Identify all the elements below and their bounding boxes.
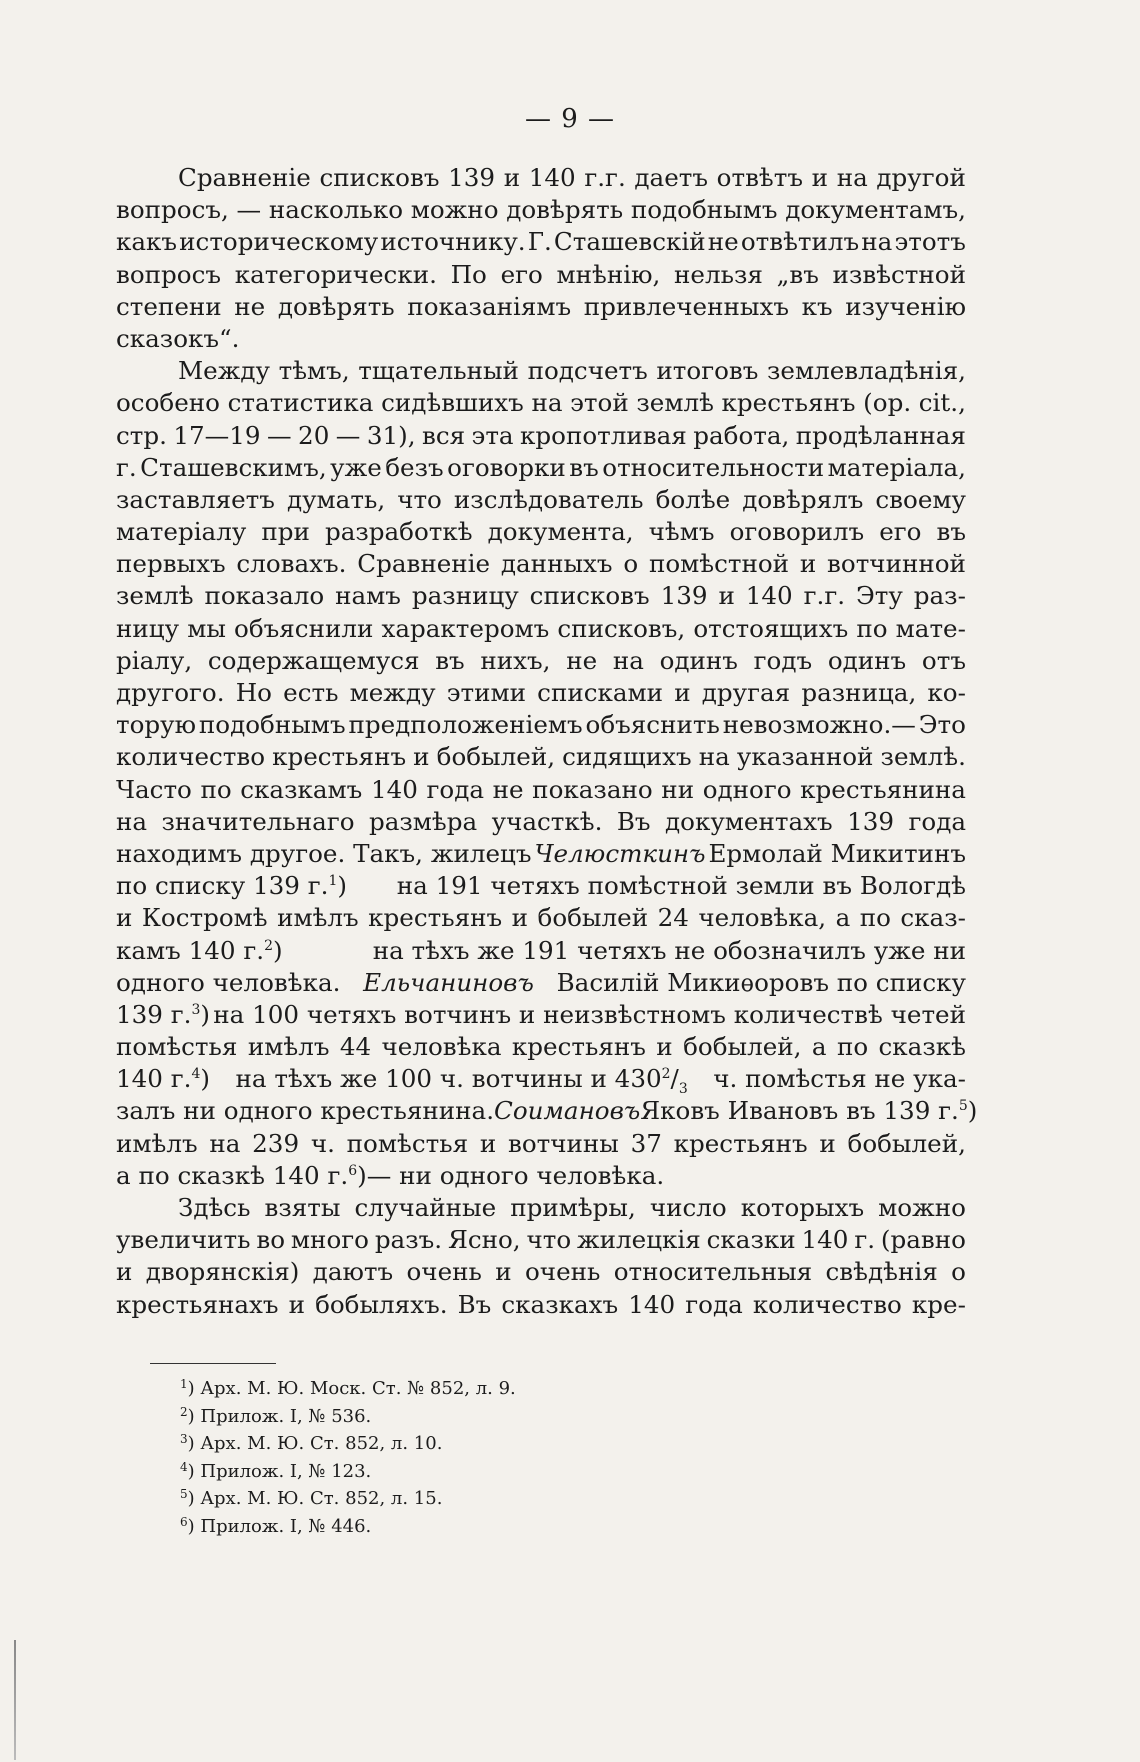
fraction-slash: / bbox=[670, 1064, 679, 1094]
text-line bbox=[116, 1160, 966, 1192]
line-segment: на тѣхъ же 100 ч. вотчины и $430^2/_3$ bbox=[235, 1064, 688, 1098]
text-line: г. Сташевскимъ, уже безъ оговорки въ относительности матеріала, bbox=[116, 452, 966, 482]
text-line: имѣлъ на 239 ч. помѣстья и вотчины 37 крестьянъ и бобылей, bbox=[116, 1128, 966, 1158]
line-segment: 139 г.$^3$) bbox=[116, 999, 210, 1029]
footnote-ref: 1 bbox=[328, 873, 338, 890]
footnotes bbox=[180, 1375, 516, 1540]
text-line: какъ историческому источнику. Г. Сташевскій не отвѣтилъ на этотъ bbox=[116, 227, 966, 257]
line-segment: на тѣхъ же 191 четяхъ не обозначилъ уже ни bbox=[372, 935, 966, 965]
line-segment: находимъ другое. Такъ, жилецъ bbox=[116, 838, 532, 868]
text-line: крестьянахъ и бобыляхъ. Въ сказкахъ 140 года количество кре- bbox=[116, 1289, 966, 1319]
footnote-separator bbox=[150, 1363, 276, 1364]
text-line: помѣстья имѣлъ 44 человѣка крестьянъ и бобылей, а по сказкѣ bbox=[116, 1032, 966, 1062]
text-line: заставляетъ думать, что изслѣдователь болѣе довѣрялъ своему bbox=[116, 484, 966, 514]
text-line: и дворянскія) даютъ очень и очень относительныя свѣдѣнія о bbox=[116, 1257, 966, 1287]
footnote-ref: 6 bbox=[348, 1162, 358, 1179]
text-line: ницу мы объяснили характеромъ списковъ, отстоящихъ по мате- bbox=[116, 613, 966, 643]
line-segment: Василій Микиѳоровъ по списку bbox=[556, 967, 966, 997]
footnote-ref: 4 bbox=[191, 1066, 201, 1083]
text-line: Часто по сказкамъ 140 года не показано ни одного крестьянина bbox=[116, 774, 966, 804]
line-segment: по списку 139 г.$^1$) bbox=[116, 871, 348, 901]
text-line: количество крестьянъ и бобылей, сидящихъ на указанной землѣ. bbox=[116, 742, 966, 772]
text-line: торую подобнымъ предположеніемъ объяснить невозможно.— Это bbox=[116, 710, 966, 740]
text-line: вопросъ, — насколько можно довѣрять подобнымъ документамъ, bbox=[116, 195, 966, 225]
text-line: Сравненіе списковъ 139 и 140 г.г. даетъ отвѣтъ и на другой bbox=[178, 163, 966, 192]
text-line bbox=[116, 870, 966, 902]
scan-margin-mark bbox=[14, 1640, 16, 1760]
text-line bbox=[116, 1063, 966, 1098]
person-name: Челюсткинъ bbox=[534, 838, 706, 868]
text-line: первыхъ словахъ. Сравненіе данныхъ о помѣстной и вотчинной bbox=[116, 549, 966, 579]
line-segment: 140 г.$^4$) bbox=[116, 1064, 210, 1094]
text-line bbox=[116, 935, 966, 967]
line-segment: Яковъ Ивановъ въ 139 г.$^5$) bbox=[640, 1096, 978, 1126]
footnote: $^3$) Арх. М. Ю. Ст. 852, л. 10. bbox=[180, 1432, 443, 1454]
page-number: — 9 — bbox=[524, 104, 616, 134]
line-segment: залъ ни одного крестьянина. bbox=[116, 1096, 495, 1126]
text-line bbox=[116, 1095, 978, 1127]
footnote: $^6$) Прилож. I, № 446. bbox=[180, 1514, 372, 1537]
footnote-ref: 3 bbox=[191, 1001, 201, 1018]
line-segment: на 100 четяхъ вотчинъ и неизвѣстномъ количествѣ четей bbox=[213, 999, 966, 1029]
footnote: $^4$) Прилож. I, № 123. bbox=[180, 1459, 372, 1482]
person-name: Соимановъ bbox=[494, 1096, 641, 1126]
text-line bbox=[116, 967, 966, 999]
person-name: Ельчаниновъ bbox=[363, 967, 534, 997]
text-line: увеличить во много разъ. Ясно, что жилецкія сказки 140 г. (равно bbox=[116, 1225, 966, 1255]
line-segment: ч. помѣстья не ука- bbox=[713, 1064, 966, 1094]
text-line: и Костромѣ имѣлъ крестьянъ и бобылей 24 человѣка, а по сказ- bbox=[116, 903, 966, 933]
fraction-numerator: 2 bbox=[661, 1066, 671, 1083]
text-line: на значительнаго размѣра участкѣ. Въ документахъ 139 года bbox=[116, 806, 966, 836]
text-line bbox=[116, 999, 966, 1031]
text-line: особено статистика сидѣвшихъ на этой землѣ крестьянъ (op. cit., bbox=[116, 388, 966, 418]
text-line: сказокъ“. bbox=[116, 323, 240, 353]
footnote: $^1$) Арх. М. Ю. Моск. Ст. № 852, л. 9. bbox=[180, 1377, 516, 1399]
line-segment: на 191 четяхъ помѣстной земли въ Вологдѣ bbox=[396, 871, 966, 901]
footnote-ref: 5 bbox=[958, 1098, 968, 1115]
line-segment: одного человѣка. bbox=[116, 967, 341, 997]
line-segment: камъ 140 г.$^2$) bbox=[116, 935, 283, 965]
text-line: стр. 17—19 — 20 — 31), вся эта кропотливая работа, продѣланная bbox=[116, 420, 966, 450]
fraction-denominator: 3 bbox=[678, 1081, 688, 1098]
footnote: $^2$) Прилож. I, № 536. bbox=[180, 1404, 372, 1427]
text-line: вопросъ категорически. По его мнѣнію, нельзя „въ извѣстной bbox=[116, 259, 966, 289]
text-line: землѣ показало намъ разницу списковъ 139 и 140 г.г. Эту раз- bbox=[116, 581, 966, 611]
footnote-ref: 2 bbox=[264, 937, 274, 954]
line-segment: а по сказкѣ 140 г.$^6$)— ни одного человѣка. bbox=[116, 1160, 665, 1190]
body-text bbox=[116, 162, 978, 1321]
text-line: Между тѣмъ, тщательный подсчетъ итоговъ землевладѣнія, bbox=[178, 356, 966, 386]
text-line bbox=[116, 838, 966, 870]
text-line: степени не довѣрять показаніямъ привлеченныхъ къ изученію bbox=[116, 291, 966, 321]
line-segment: Ермолай Микитинъ bbox=[708, 838, 966, 868]
text-line: другого. Но есть между этими списками и другая разница, ко- bbox=[116, 678, 966, 707]
text-line: Здѣсь взяты случайные примѣры, число которыхъ можно bbox=[178, 1193, 966, 1222]
footnote: $^5$) Арх. М. Ю. Ст. 852, л. 15. bbox=[180, 1487, 443, 1509]
text-line: матеріалу при разработкѣ документа, чѣмъ оговорилъ его въ bbox=[116, 517, 966, 547]
text-line: ріалу, содержащемуся въ нихъ, не на одинъ годъ одинъ отъ bbox=[116, 645, 966, 675]
